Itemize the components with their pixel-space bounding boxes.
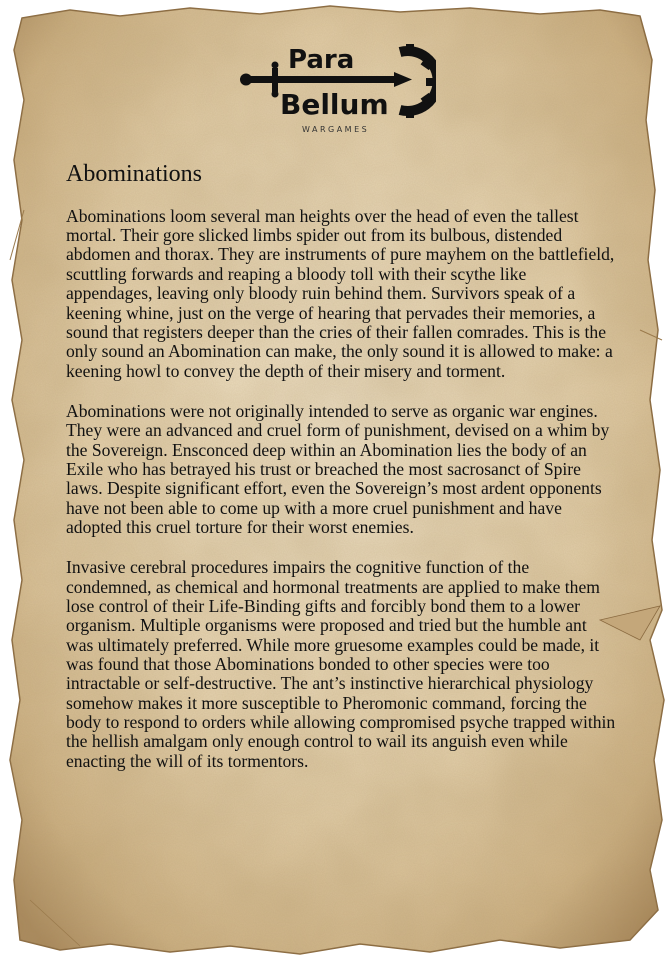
article-paragraph-3: Invasive cerebral procedures impairs the cognitive function of the condemned, as chemical and hormonal treatments are applied to make them lose control of their Life-Binding gifts and forcibly bond them to a lower organism. Multiple organisms were proposed and tried but the humble ant was ultimately preferred. While more gruesome examples could be made, it was found that those Abominations bonded to other species were too intractable or self-destructive. The ant’s instinctive hierarchical physiology somehow makes it more susceptible to Pheromonic command, forcing the body to respond to orders while allowing compromised psyche trapped within the hellish amalgam only enough control to wail its anguish even while enacting the will of its tormentors. [66,557,616,771]
article-paragraph-2: Abominations were not originally intended to serve as organic war engines. They were an advanced and cruel form of punishment, devised on a whim by the Sovereign. Ensconced deep within an Abomination lies the body of an Exile who has betrayed his trust or breached the most sacrosanct of Spire laws. Despite significant effort, even the Sovereign’s most ardent opponents have not been able to come up with a more cruel punishment and have adopted this cruel torture for their worst enemies. [66,400,610,537]
article [66,160,616,792]
para-bellum-logo [236,38,436,138]
logo-line-1: Para [288,45,355,75]
article-title: Abominations [66,161,202,187]
article-paragraph-1: Abominations loom several man heights over the head of even the tallest mortal. Their gore slicked limbs spider out from its bulbous, distended abdomen and thorax. They are instruments of pure mayhem on the battlefield, scuttling forwards and reaping a bloody toll with their scythe like appendages, leaving only bloody ruin behind them. Survivors speak of a keening whine, just on the verge of hearing that pervades their memories, a sound that registers deeper than the cries of their fallen comrades. This is the only sound an Abomination can make, the only sound it is allowed to make: a keening howl to convey the depth of their misery and torment. [66,205,615,381]
logo-line-2: Bellum [280,88,389,121]
logo-tagline: WARGAMES [302,125,370,134]
